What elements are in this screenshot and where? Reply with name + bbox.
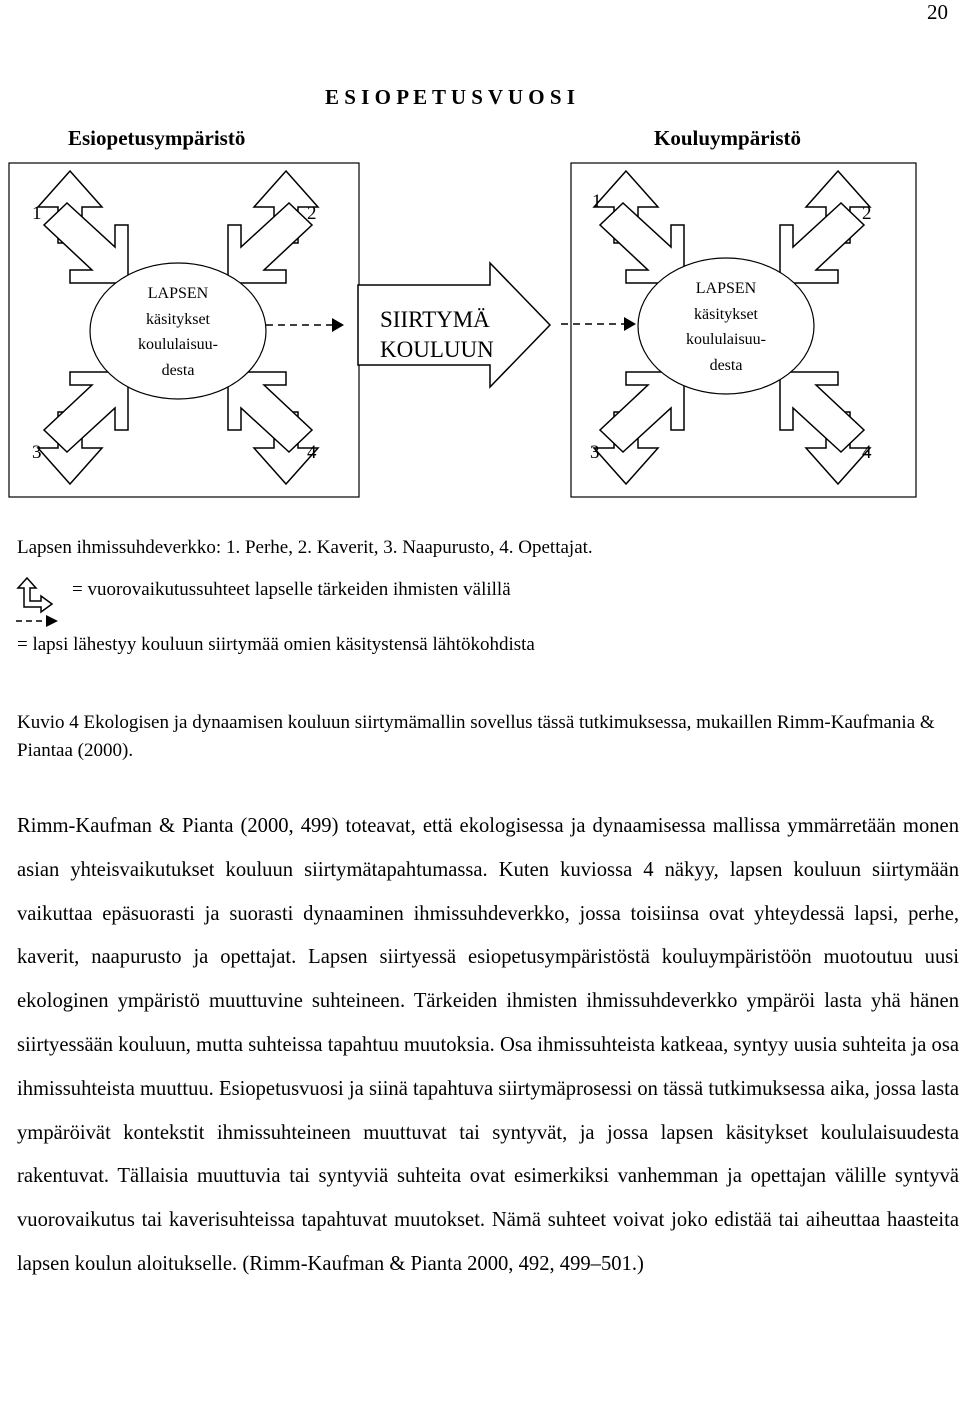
right-number-2: 2 (862, 203, 872, 224)
left-number-3: 3 (32, 442, 42, 463)
right-number-3: 3 (590, 442, 600, 463)
page-number: 20 (927, 0, 948, 24)
body-paragraph (17, 805, 959, 1287)
transition-arrow-line-1: SIIRTYMÄ (380, 307, 490, 332)
transition-arrow-line-2: KOULUUN (380, 337, 494, 362)
approach-legend-icon (14, 614, 60, 628)
left-number-2: 2 (307, 203, 317, 224)
right-child-line-2: käsitykset (694, 306, 758, 323)
right-child-line-4: desta (709, 357, 743, 374)
right-child-line-3: koululaisuu- (686, 331, 766, 348)
interaction-legend-icon (14, 575, 58, 615)
left-child-line-1: LAPSEN (147, 285, 209, 302)
left-child-line-2: käsitykset (146, 311, 210, 328)
left-child-line-4: desta (161, 362, 195, 379)
ecological-transition-diagram (0, 60, 960, 510)
left-child-line-3: koululaisuu- (138, 336, 218, 353)
body-text: Rimm-Kaufman & Pianta (2000, 499) toteavat, että ekologisessa ja dynaamisessa mallissa ymmärretään monen asian yhteisvaikutukset kouluun siirtymätapahtumassa. Kuten kuviossa 4 näkyy, lapsen kouluun siirtymään vaikuttaa epäsuorasti ja suorasti dynaaminen ihmissuhdeverkko, jossa toisiinsa ovat yhteydessä lapsi, perhe, kaverit, naapurusto ja opettajat. Lapsen siirtyessä esiopetusympäristöstä kouluympäristöön muotoutuu uusi ekologinen ympäristö muuttuvine suhteineen. Tärkeiden ihmisten ihmissuhdeverkko ympäröi lasta yhä hänen siirtyessään kouluun, mutta suhteissa tapahtuu muutoksia. Osa ihmissuhteista katkeaa, syntyy uusia suhteita ja osa ihmissuhteista muuttuu. Esiopetusvuosi ja siinä tapahtuva siirtymäprosessi on tässä tutkimuksessa aika, jossa lasta ympäröivät kontekstit ihmissuhteineen muuttuvat tai syntyvät, ja jossa lapsen käsitykset koululaisuudesta rakentuvat. Tällaisia muuttuvia tai syntyviä suhteita ovat esimerkiksi vanhemman ja opettajan välille syntyvä vuorovaikutus tai kaverisuhteissa tapahtuvat muutokset. Nämä suhteet voivat joko edistää tai aiheuttaa haasteita lapsen koulun aloitukselle. (Rimm-Kaufman & Pianta 2000, 492, 499–501.) (17, 815, 959, 1275)
legend-approach: = lapsi lähestyy kouluun siirtymää omien käsitystensä lähtökohdista (17, 634, 535, 655)
right-environment-label: Kouluympäristö (654, 126, 802, 150)
left-number-1: 1 (32, 203, 42, 224)
left-number-4: 4 (307, 442, 317, 463)
figure-caption: Kuvio 4 Ekologisen ja dynaamisen kouluun siirtymämallin sovellus tässä tutkimuksessa, mukaillen Rimm-Kaufmania & Piantaa (2000). (17, 712, 935, 761)
right-number-1: 1 (592, 191, 602, 212)
diagram-heading: E S I O P E T U S V U O S I (325, 85, 575, 109)
right-number-4: 4 (862, 442, 872, 463)
left-environment-label: Esiopetusympäristö (68, 126, 246, 150)
right-child-line-1: LAPSEN (695, 280, 757, 297)
legend-interaction: = vuorovaikutussuhteet lapselle tärkeiden ihmisten välillä (72, 579, 511, 600)
legend-network: Lapsen ihmissuhdeverkko: 1. Perhe, 2. Kaverit, 3. Naapurusto, 4. Opettajat. (17, 537, 593, 558)
